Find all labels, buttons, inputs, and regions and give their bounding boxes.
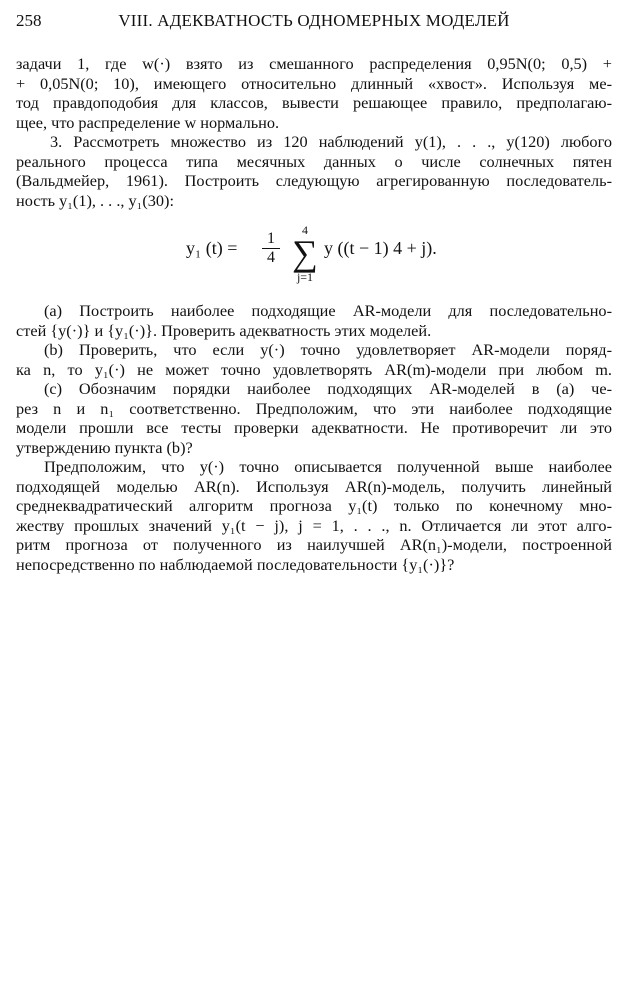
paragraph-3 — [16, 457, 612, 574]
paragraph-1 — [16, 54, 612, 132]
sum-upper-limit: 4 — [302, 223, 308, 237]
text-line: (a) Построить наиболее подходящие AR-модели для последовательно- — [44, 301, 612, 320]
text-line: тод правдоподобия для классов, вывести решающее правило, предполагаю- — [16, 93, 612, 112]
text-line: ка n, то y₁(·) не может точно удовлетворять AR(m)-модели при любом m. — [16, 359, 612, 379]
text-line: (Вальдмейер, 1961). Построить следующую агрегированную последователь- — [16, 171, 612, 190]
text-line: среднеквадратический алгоритм прогноза y₁(t) только по конечному мно- — [16, 496, 612, 515]
text-line: подходящей моделью AR(n). Используя AR(n)-модель, получить линейный — [16, 476, 612, 496]
aggregation-formula — [16, 219, 612, 289]
item-c — [16, 379, 612, 457]
text-line: стей {y(·)} и {y₁(·)}. Проверить адекватность этих моделей. — [16, 320, 432, 340]
text-line: ритм прогноза от полученного из наилучшей AR(n₁)-модели, построенной — [16, 535, 612, 554]
text-line: утверждению пункта (b)? — [16, 437, 193, 457]
fraction-numerator: 1 — [267, 230, 275, 247]
formula-fraction — [262, 231, 280, 266]
text-line: модели прошли все тесты проверки адекватности. Не противоречит ли это — [16, 418, 612, 437]
item-a — [16, 301, 612, 340]
text-line: (b) Проверить, что если y(·) точно удовлетворяет AR-модели поряд- — [44, 340, 612, 359]
text-line: непосредственно по наблюдаемой последовательности {y₁(·)}? — [16, 554, 455, 574]
item-b — [16, 340, 612, 379]
text-line: 3. Рассмотреть множество из 120 наблюдений y(1), . . ., y(120) любого — [50, 132, 612, 151]
text-line: щее, что распределение w нормально. — [16, 112, 280, 132]
text-line: ность y₁(1), . . ., y₁(30): — [16, 190, 174, 210]
fraction-denominator: 4 — [267, 249, 275, 266]
sum-lower-limit: j=1 — [296, 270, 314, 284]
text-line: (c) Обозначим порядки наиболее подходящих AR-моделей в (a) че- — [44, 379, 612, 398]
text-line: Предположим, что y(·) точно описывается полученной выше наиболее — [44, 457, 612, 476]
text-line: задачи 1, где w(·) взято из смешанного распределения 0,95N(0; 0,5) + — [16, 54, 612, 73]
text-line: реального процесса типа месячных данных о числе солнечных пятен — [16, 151, 612, 171]
formula-rhs: y ((t − 1) 4 + j). — [324, 238, 437, 258]
page-number: 258 — [16, 11, 42, 30]
summation — [288, 224, 322, 284]
page-header — [16, 10, 612, 32]
text-line: жеству прошлых значений y₁(t − j), j = 1, . . ., n. Отличается ли этот алго- — [16, 515, 612, 535]
paragraph-2 — [16, 132, 612, 210]
text-line: + 0,05N(0; 10), имеющего относительно длинный «хвост». Используя ме- — [16, 73, 612, 93]
running-title: VIII. АДЕКВАТНОСТЬ ОДНОМЕРНЫХ МОДЕЛЕЙ — [118, 11, 510, 30]
sigma-symbol: ∑ — [292, 233, 318, 273]
formula-lhs: y₁ (t) = — [186, 238, 238, 258]
text-line: рез n и n₁ соответственно. Предположим, что эти наиболее подходящие — [16, 398, 612, 418]
page-body — [16, 54, 612, 574]
